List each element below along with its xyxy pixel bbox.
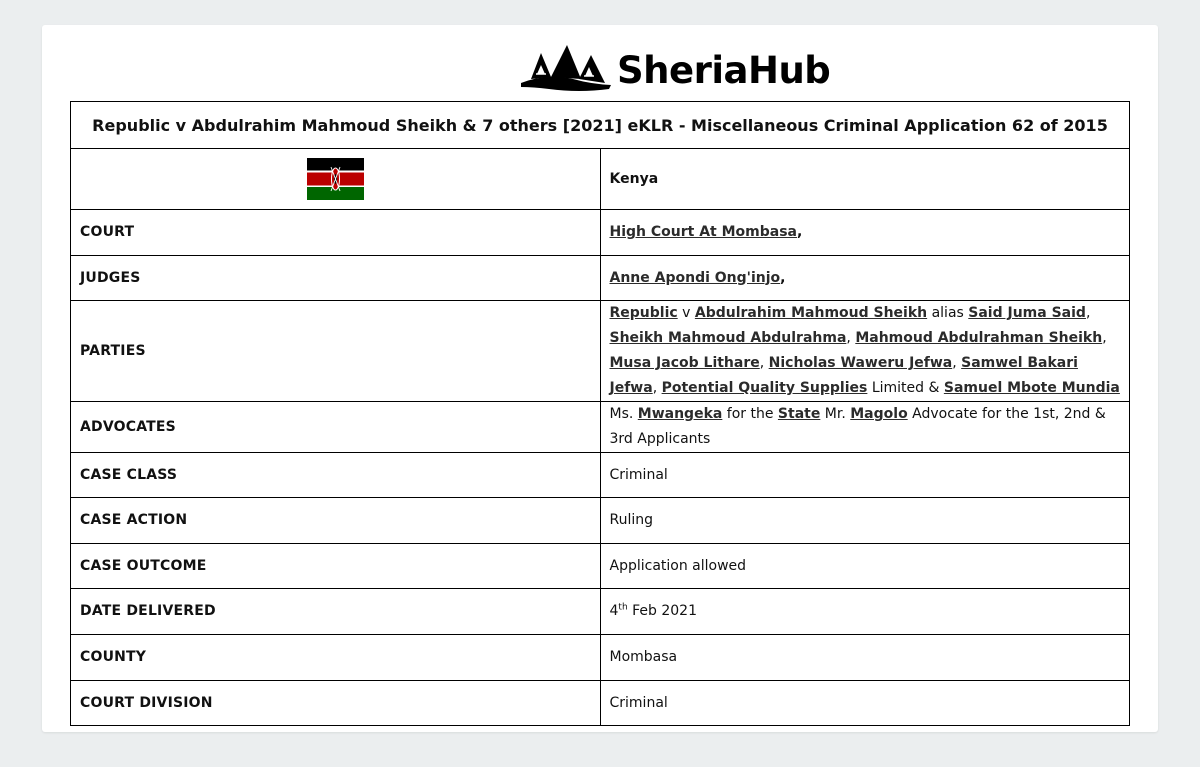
advocates-text: Mr.	[820, 406, 851, 422]
case-outcome-label: CASE OUTCOME	[71, 544, 601, 589]
date-delivered-label: DATE DELIVERED	[71, 589, 601, 635]
parties-text: alias	[927, 305, 969, 321]
party-link[interactable]: Sheikh Mahmoud Abdulrahma	[609, 330, 847, 346]
brand-name: SheriaHub	[617, 48, 831, 92]
parties-text: ,	[1085, 305, 1091, 321]
parties-text: ,	[1102, 330, 1107, 346]
case-class-row	[71, 453, 1130, 498]
advocate-link[interactable]: Magolo	[850, 406, 908, 422]
case-action-value: Ruling	[600, 498, 1130, 544]
advocates-text: for the	[722, 406, 778, 422]
party-link[interactable]: Musa Jacob Lithare	[609, 355, 760, 371]
court-division-label: COURT DIVISION	[71, 681, 601, 726]
county-row	[71, 635, 1130, 681]
advocate-link[interactable]: Mwangeka	[637, 406, 723, 422]
judge-link[interactable]: Anne Apondi Ong'injo	[609, 269, 781, 286]
court-value	[600, 210, 1130, 256]
date-delivered-value	[600, 589, 1130, 635]
advocate-link[interactable]: State	[777, 406, 821, 422]
parties-value	[600, 301, 1130, 402]
parties-row	[71, 301, 1130, 402]
parties-text: ,	[652, 380, 662, 396]
advocates-value	[600, 402, 1130, 453]
case-action-row	[71, 498, 1130, 544]
judges-label: JUDGES	[71, 256, 601, 301]
brand-logo[interactable]	[517, 43, 830, 93]
court-link[interactable]: High Court At Mombasa	[609, 224, 797, 240]
court-label: COURT	[71, 210, 601, 256]
date-suffix: th	[618, 602, 628, 613]
judges-trail: ,	[780, 269, 786, 286]
date-day: 4	[609, 603, 619, 619]
judges-row	[71, 256, 1130, 301]
case-card	[42, 25, 1158, 732]
parties-text: Limited &	[867, 380, 944, 396]
case-title: Republic v Abdulrahim Mahmoud Sheikh & 7 others [2021] eKLR - Miscellaneous Criminal Application 62 of 2015	[71, 102, 1130, 149]
party-link[interactable]: Samuel Mbote Mundia	[943, 380, 1120, 396]
advocates-label: ADVOCATES	[71, 402, 601, 453]
advocates-text: Advocate for the 1st, 2nd & 3rd Applicants	[609, 406, 1106, 447]
date-delivered-row	[71, 589, 1130, 635]
case-outcome-row	[71, 544, 1130, 589]
parties-text: ,	[759, 355, 769, 371]
flag-cell	[71, 149, 601, 210]
judges-value	[600, 256, 1130, 301]
party-link[interactable]: Nicholas Waweru Jefwa	[768, 355, 953, 371]
parties-text: ,	[952, 355, 962, 371]
party-link[interactable]: Potential Quality Supplies	[661, 380, 868, 396]
court-row	[71, 210, 1130, 256]
party-link[interactable]: Said Juma Said	[968, 305, 1086, 321]
court-division-row	[71, 681, 1130, 726]
court-division-value: Criminal	[600, 681, 1130, 726]
parties-label: PARTIES	[71, 301, 601, 402]
title-row	[71, 102, 1130, 149]
advocates-text: Ms.	[609, 406, 638, 422]
party-link[interactable]: Republic	[609, 305, 678, 321]
date-rest: Feb 2021	[627, 603, 697, 619]
case-action-label: CASE ACTION	[71, 498, 601, 544]
party-link[interactable]: Samwel Bakari Jefwa	[609, 355, 1078, 396]
county-value: Mombasa	[600, 635, 1130, 681]
country-row	[71, 149, 1130, 210]
case-class-value: Criminal	[600, 453, 1130, 498]
advocates-row	[71, 402, 1130, 453]
party-link[interactable]: Abdulrahim Mahmoud Sheikh	[694, 305, 928, 321]
case-outcome-value: Application allowed	[600, 544, 1130, 589]
court-trail: ,	[797, 224, 803, 240]
case-details-table	[70, 101, 1130, 726]
case-class-label: CASE CLASS	[71, 453, 601, 498]
scales-boat-logo-icon	[517, 43, 615, 93]
parties-text: v	[677, 305, 695, 321]
parties-text: ,	[846, 330, 856, 346]
country-name: Kenya	[600, 149, 1130, 210]
party-link[interactable]: Mahmoud Abdulrahman Sheikh	[855, 330, 1103, 346]
kenya-flag-icon	[307, 158, 364, 200]
county-label: COUNTY	[71, 635, 601, 681]
